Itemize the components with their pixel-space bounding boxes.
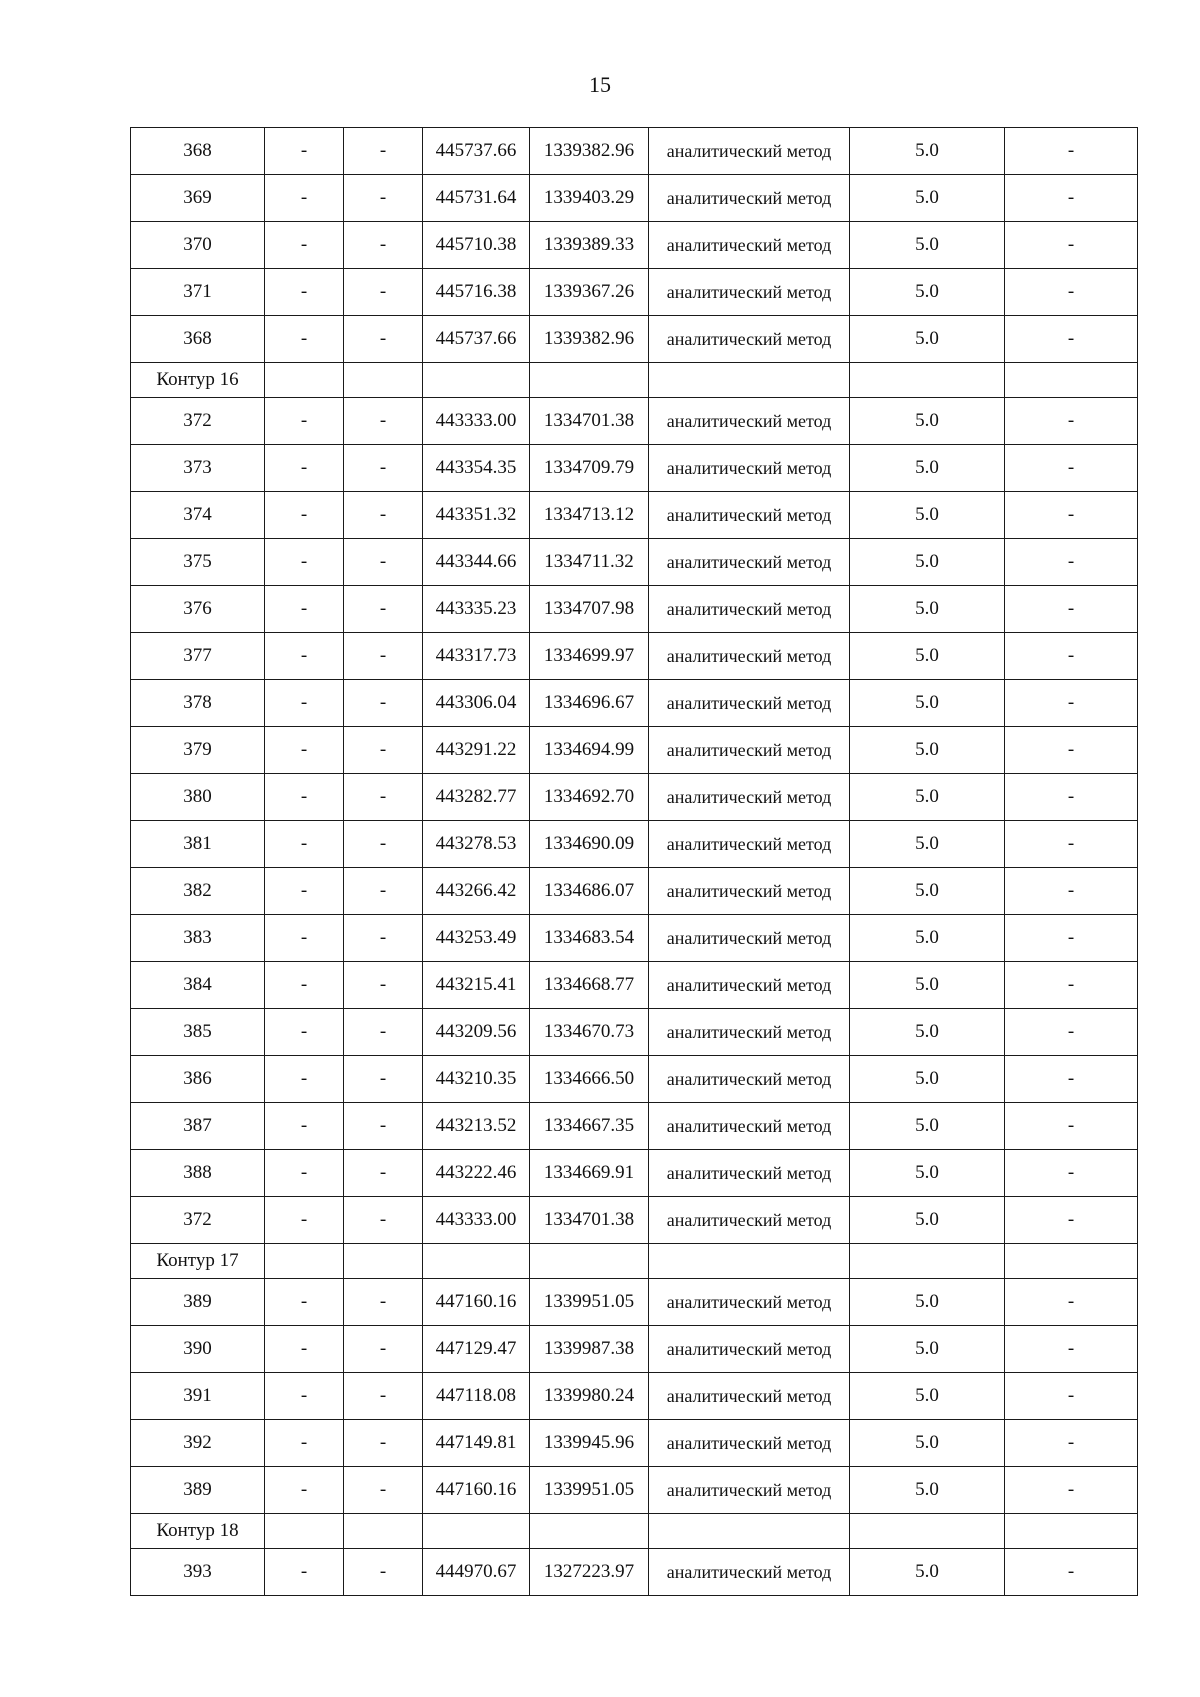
- table-row: [131, 1326, 1138, 1373]
- accuracy-cell: 5.0: [850, 128, 1005, 175]
- x-coordinate-cell: 445731.64: [423, 175, 530, 222]
- empty-cell: [344, 1244, 423, 1279]
- table-row: [131, 445, 1138, 492]
- empty-cell: [850, 1244, 1005, 1279]
- y-coordinate-cell: 1334709.79: [530, 445, 649, 492]
- point-number-cell: 389: [131, 1467, 265, 1514]
- col2-cell: -: [265, 1056, 344, 1103]
- col3-cell: -: [344, 1549, 423, 1596]
- col8-cell: -: [1005, 1373, 1138, 1420]
- contour-header-row: [131, 363, 1138, 398]
- x-coordinate-cell: 445710.38: [423, 222, 530, 269]
- accuracy-cell: 5.0: [850, 1009, 1005, 1056]
- x-coordinate-cell: 443354.35: [423, 445, 530, 492]
- point-number-cell: 387: [131, 1103, 265, 1150]
- col2-cell: -: [265, 269, 344, 316]
- method-cell: аналитический метод: [649, 128, 850, 175]
- method-cell: аналитический метод: [649, 1326, 850, 1373]
- method-cell: аналитический метод: [649, 821, 850, 868]
- method-cell: аналитический метод: [649, 1549, 850, 1596]
- table-row: [131, 727, 1138, 774]
- method-cell: аналитический метод: [649, 539, 850, 586]
- x-coordinate-cell: 443335.23: [423, 586, 530, 633]
- method-cell: аналитический метод: [649, 680, 850, 727]
- y-coordinate-cell: 1334713.12: [530, 492, 649, 539]
- x-coordinate-cell: 444970.67: [423, 1549, 530, 1596]
- col8-cell: -: [1005, 868, 1138, 915]
- col3-cell: -: [344, 1373, 423, 1420]
- col2-cell: -: [265, 539, 344, 586]
- table-row: [131, 175, 1138, 222]
- col2-cell: -: [265, 633, 344, 680]
- col8-cell: -: [1005, 1150, 1138, 1197]
- accuracy-cell: 5.0: [850, 1279, 1005, 1326]
- col8-cell: -: [1005, 1197, 1138, 1244]
- point-number-cell: 371: [131, 269, 265, 316]
- y-coordinate-cell: 1339980.24: [530, 1373, 649, 1420]
- empty-cell: [265, 363, 344, 398]
- col8-cell: -: [1005, 1467, 1138, 1514]
- method-cell: аналитический метод: [649, 868, 850, 915]
- x-coordinate-cell: 443213.52: [423, 1103, 530, 1150]
- point-number-cell: 391: [131, 1373, 265, 1420]
- empty-cell: [530, 1514, 649, 1549]
- col8-cell: -: [1005, 492, 1138, 539]
- col3-cell: -: [344, 492, 423, 539]
- accuracy-cell: 5.0: [850, 316, 1005, 363]
- method-cell: аналитический метод: [649, 398, 850, 445]
- point-number-cell: 368: [131, 128, 265, 175]
- x-coordinate-cell: 445737.66: [423, 316, 530, 363]
- col3-cell: -: [344, 586, 423, 633]
- method-cell: аналитический метод: [649, 1467, 850, 1514]
- method-cell: аналитический метод: [649, 316, 850, 363]
- point-number-cell: 384: [131, 962, 265, 1009]
- point-number-cell: 393: [131, 1549, 265, 1596]
- table-row: [131, 1150, 1138, 1197]
- method-cell: аналитический метод: [649, 1197, 850, 1244]
- x-coordinate-cell: 443344.66: [423, 539, 530, 586]
- col3-cell: -: [344, 1056, 423, 1103]
- y-coordinate-cell: 1327223.97: [530, 1549, 649, 1596]
- method-cell: аналитический метод: [649, 633, 850, 680]
- empty-cell: [530, 363, 649, 398]
- x-coordinate-cell: 443209.56: [423, 1009, 530, 1056]
- x-coordinate-cell: 443317.73: [423, 633, 530, 680]
- y-coordinate-cell: 1334666.50: [530, 1056, 649, 1103]
- accuracy-cell: 5.0: [850, 1373, 1005, 1420]
- empty-cell: [423, 1244, 530, 1279]
- x-coordinate-cell: 443222.46: [423, 1150, 530, 1197]
- y-coordinate-cell: 1339951.05: [530, 1467, 649, 1514]
- y-coordinate-cell: 1334668.77: [530, 962, 649, 1009]
- y-coordinate-cell: 1334686.07: [530, 868, 649, 915]
- empty-cell: [423, 363, 530, 398]
- col2-cell: -: [265, 398, 344, 445]
- y-coordinate-cell: 1339367.26: [530, 269, 649, 316]
- x-coordinate-cell: 443333.00: [423, 1197, 530, 1244]
- method-cell: аналитический метод: [649, 1150, 850, 1197]
- empty-cell: [1005, 1244, 1138, 1279]
- accuracy-cell: 5.0: [850, 821, 1005, 868]
- col8-cell: -: [1005, 175, 1138, 222]
- col3-cell: -: [344, 774, 423, 821]
- empty-cell: [850, 1514, 1005, 1549]
- accuracy-cell: 5.0: [850, 1103, 1005, 1150]
- col2-cell: -: [265, 492, 344, 539]
- y-coordinate-cell: 1334690.09: [530, 821, 649, 868]
- col2-cell: -: [265, 774, 344, 821]
- table-row: [131, 398, 1138, 445]
- y-coordinate-cell: 1334694.99: [530, 727, 649, 774]
- x-coordinate-cell: 447160.16: [423, 1279, 530, 1326]
- point-number-cell: 372: [131, 398, 265, 445]
- col2-cell: -: [265, 1549, 344, 1596]
- accuracy-cell: 5.0: [850, 539, 1005, 586]
- col2-cell: -: [265, 821, 344, 868]
- col2-cell: -: [265, 1279, 344, 1326]
- col8-cell: -: [1005, 1549, 1138, 1596]
- y-coordinate-cell: 1334669.91: [530, 1150, 649, 1197]
- col3-cell: -: [344, 821, 423, 868]
- point-number-cell: 378: [131, 680, 265, 727]
- point-number-cell: 373: [131, 445, 265, 492]
- method-cell: аналитический метод: [649, 445, 850, 492]
- table-row: [131, 1009, 1138, 1056]
- method-cell: аналитический метод: [649, 1373, 850, 1420]
- col8-cell: -: [1005, 128, 1138, 175]
- table-row: [131, 915, 1138, 962]
- method-cell: аналитический метод: [649, 586, 850, 633]
- contour-label: Контур 18: [131, 1514, 265, 1549]
- point-number-cell: 385: [131, 1009, 265, 1056]
- accuracy-cell: 5.0: [850, 1549, 1005, 1596]
- empty-cell: [649, 1514, 850, 1549]
- col3-cell: -: [344, 680, 423, 727]
- col2-cell: -: [265, 316, 344, 363]
- col3-cell: -: [344, 445, 423, 492]
- empty-cell: [344, 1514, 423, 1549]
- point-number-cell: 381: [131, 821, 265, 868]
- col8-cell: -: [1005, 1279, 1138, 1326]
- accuracy-cell: 5.0: [850, 1056, 1005, 1103]
- col2-cell: -: [265, 1150, 344, 1197]
- table-row: [131, 821, 1138, 868]
- col3-cell: -: [344, 1326, 423, 1373]
- method-cell: аналитический метод: [649, 492, 850, 539]
- x-coordinate-cell: 443266.42: [423, 868, 530, 915]
- col2-cell: -: [265, 868, 344, 915]
- table-row: [131, 868, 1138, 915]
- col8-cell: -: [1005, 269, 1138, 316]
- point-number-cell: 379: [131, 727, 265, 774]
- col3-cell: -: [344, 398, 423, 445]
- table-row: [131, 680, 1138, 727]
- accuracy-cell: 5.0: [850, 445, 1005, 492]
- col2-cell: -: [265, 727, 344, 774]
- x-coordinate-cell: 443282.77: [423, 774, 530, 821]
- y-coordinate-cell: 1339403.29: [530, 175, 649, 222]
- point-number-cell: 380: [131, 774, 265, 821]
- contour-header-row: [131, 1514, 1138, 1549]
- y-coordinate-cell: 1339951.05: [530, 1279, 649, 1326]
- col3-cell: -: [344, 539, 423, 586]
- col2-cell: -: [265, 1326, 344, 1373]
- col3-cell: -: [344, 1467, 423, 1514]
- table-row: [131, 1056, 1138, 1103]
- accuracy-cell: 5.0: [850, 586, 1005, 633]
- table-row: [131, 128, 1138, 175]
- col8-cell: -: [1005, 445, 1138, 492]
- y-coordinate-cell: 1334692.70: [530, 774, 649, 821]
- method-cell: аналитический метод: [649, 1279, 850, 1326]
- col8-cell: -: [1005, 222, 1138, 269]
- col2-cell: -: [265, 1420, 344, 1467]
- table-row: [131, 1279, 1138, 1326]
- table-row: [131, 962, 1138, 1009]
- table-row: [131, 1467, 1138, 1514]
- col8-cell: -: [1005, 1420, 1138, 1467]
- x-coordinate-cell: 447129.47: [423, 1326, 530, 1373]
- point-number-cell: 382: [131, 868, 265, 915]
- y-coordinate-cell: 1334696.67: [530, 680, 649, 727]
- point-number-cell: 389: [131, 1279, 265, 1326]
- accuracy-cell: 5.0: [850, 727, 1005, 774]
- col3-cell: -: [344, 962, 423, 1009]
- y-coordinate-cell: 1334707.98: [530, 586, 649, 633]
- accuracy-cell: 5.0: [850, 962, 1005, 1009]
- col3-cell: -: [344, 1009, 423, 1056]
- contour-header-row: [131, 1244, 1138, 1279]
- point-number-cell: 374: [131, 492, 265, 539]
- table-row: [131, 492, 1138, 539]
- contour-label: Контур 17: [131, 1244, 265, 1279]
- col2-cell: -: [265, 586, 344, 633]
- y-coordinate-cell: 1334667.35: [530, 1103, 649, 1150]
- table-row: [131, 316, 1138, 363]
- col3-cell: -: [344, 1150, 423, 1197]
- point-number-cell: 388: [131, 1150, 265, 1197]
- accuracy-cell: 5.0: [850, 1326, 1005, 1373]
- col3-cell: -: [344, 915, 423, 962]
- y-coordinate-cell: 1334711.32: [530, 539, 649, 586]
- empty-cell: [850, 363, 1005, 398]
- y-coordinate-cell: 1334683.54: [530, 915, 649, 962]
- method-cell: аналитический метод: [649, 1009, 850, 1056]
- table-row: [131, 586, 1138, 633]
- col2-cell: -: [265, 962, 344, 1009]
- empty-cell: [1005, 363, 1138, 398]
- col3-cell: -: [344, 868, 423, 915]
- method-cell: аналитический метод: [649, 962, 850, 1009]
- method-cell: аналитический метод: [649, 1420, 850, 1467]
- method-cell: аналитический метод: [649, 269, 850, 316]
- col8-cell: -: [1005, 1056, 1138, 1103]
- table-body: [131, 128, 1138, 1596]
- accuracy-cell: 5.0: [850, 915, 1005, 962]
- col2-cell: -: [265, 1009, 344, 1056]
- col2-cell: -: [265, 222, 344, 269]
- x-coordinate-cell: 447160.16: [423, 1467, 530, 1514]
- table-row: [131, 774, 1138, 821]
- x-coordinate-cell: 447149.81: [423, 1420, 530, 1467]
- x-coordinate-cell: 443306.04: [423, 680, 530, 727]
- col2-cell: -: [265, 1197, 344, 1244]
- col8-cell: -: [1005, 774, 1138, 821]
- empty-cell: [1005, 1514, 1138, 1549]
- page-number: 15: [589, 72, 611, 97]
- accuracy-cell: 5.0: [850, 222, 1005, 269]
- accuracy-cell: 5.0: [850, 868, 1005, 915]
- point-number-cell: 370: [131, 222, 265, 269]
- col8-cell: -: [1005, 821, 1138, 868]
- method-cell: аналитический метод: [649, 222, 850, 269]
- point-number-cell: 369: [131, 175, 265, 222]
- col2-cell: -: [265, 128, 344, 175]
- method-cell: аналитический метод: [649, 915, 850, 962]
- method-cell: аналитический метод: [649, 774, 850, 821]
- empty-cell: [649, 1244, 850, 1279]
- empty-cell: [265, 1514, 344, 1549]
- table-row: [131, 1373, 1138, 1420]
- table-row: [131, 269, 1138, 316]
- table-row: [131, 1197, 1138, 1244]
- y-coordinate-cell: 1334699.97: [530, 633, 649, 680]
- table-row: [131, 1549, 1138, 1596]
- point-number-cell: 390: [131, 1326, 265, 1373]
- x-coordinate-cell: 445737.66: [423, 128, 530, 175]
- col8-cell: -: [1005, 633, 1138, 680]
- col8-cell: -: [1005, 680, 1138, 727]
- y-coordinate-cell: 1339389.33: [530, 222, 649, 269]
- col8-cell: -: [1005, 586, 1138, 633]
- col3-cell: -: [344, 222, 423, 269]
- point-number-cell: 377: [131, 633, 265, 680]
- accuracy-cell: 5.0: [850, 398, 1005, 445]
- method-cell: аналитический метод: [649, 175, 850, 222]
- col2-cell: -: [265, 175, 344, 222]
- y-coordinate-cell: 1339987.38: [530, 1326, 649, 1373]
- col3-cell: -: [344, 1197, 423, 1244]
- accuracy-cell: 5.0: [850, 633, 1005, 680]
- y-coordinate-cell: 1339382.96: [530, 128, 649, 175]
- x-coordinate-cell: 443351.32: [423, 492, 530, 539]
- col3-cell: -: [344, 727, 423, 774]
- col2-cell: -: [265, 680, 344, 727]
- col2-cell: -: [265, 1103, 344, 1150]
- accuracy-cell: 5.0: [850, 1420, 1005, 1467]
- x-coordinate-cell: 443333.00: [423, 398, 530, 445]
- accuracy-cell: 5.0: [850, 1150, 1005, 1197]
- col3-cell: -: [344, 1420, 423, 1467]
- accuracy-cell: 5.0: [850, 269, 1005, 316]
- table-row: [131, 222, 1138, 269]
- col3-cell: -: [344, 1103, 423, 1150]
- table-row: [131, 539, 1138, 586]
- x-coordinate-cell: 443210.35: [423, 1056, 530, 1103]
- accuracy-cell: 5.0: [850, 774, 1005, 821]
- col3-cell: -: [344, 269, 423, 316]
- method-cell: аналитический метод: [649, 727, 850, 774]
- col8-cell: -: [1005, 1009, 1138, 1056]
- x-coordinate-cell: 445716.38: [423, 269, 530, 316]
- col8-cell: -: [1005, 915, 1138, 962]
- point-number-cell: 375: [131, 539, 265, 586]
- point-number-cell: 368: [131, 316, 265, 363]
- col8-cell: -: [1005, 727, 1138, 774]
- col2-cell: -: [265, 1373, 344, 1420]
- method-cell: аналитический метод: [649, 1103, 850, 1150]
- col2-cell: -: [265, 915, 344, 962]
- col8-cell: -: [1005, 1103, 1138, 1150]
- col3-cell: -: [344, 316, 423, 363]
- col8-cell: -: [1005, 316, 1138, 363]
- col8-cell: -: [1005, 962, 1138, 1009]
- accuracy-cell: 5.0: [850, 1467, 1005, 1514]
- x-coordinate-cell: 443253.49: [423, 915, 530, 962]
- point-number-cell: 392: [131, 1420, 265, 1467]
- point-number-cell: 383: [131, 915, 265, 962]
- point-number-cell: 386: [131, 1056, 265, 1103]
- col8-cell: -: [1005, 1326, 1138, 1373]
- col3-cell: -: [344, 1279, 423, 1326]
- point-number-cell: 376: [131, 586, 265, 633]
- empty-cell: [344, 363, 423, 398]
- col2-cell: -: [265, 1467, 344, 1514]
- empty-cell: [530, 1244, 649, 1279]
- accuracy-cell: 5.0: [850, 175, 1005, 222]
- point-number-cell: 372: [131, 1197, 265, 1244]
- col3-cell: -: [344, 633, 423, 680]
- coordinates-table: [130, 127, 1138, 1596]
- col3-cell: -: [344, 175, 423, 222]
- accuracy-cell: 5.0: [850, 492, 1005, 539]
- method-cell: аналитический метод: [649, 1056, 850, 1103]
- x-coordinate-cell: 447118.08: [423, 1373, 530, 1420]
- empty-cell: [265, 1244, 344, 1279]
- empty-cell: [423, 1514, 530, 1549]
- x-coordinate-cell: 443215.41: [423, 962, 530, 1009]
- col8-cell: -: [1005, 398, 1138, 445]
- empty-cell: [649, 363, 850, 398]
- y-coordinate-cell: 1334670.73: [530, 1009, 649, 1056]
- x-coordinate-cell: 443278.53: [423, 821, 530, 868]
- accuracy-cell: 5.0: [850, 1197, 1005, 1244]
- col8-cell: -: [1005, 539, 1138, 586]
- contour-label: Контур 16: [131, 363, 265, 398]
- table-row: [131, 1420, 1138, 1467]
- accuracy-cell: 5.0: [850, 680, 1005, 727]
- table-row: [131, 633, 1138, 680]
- y-coordinate-cell: 1339382.96: [530, 316, 649, 363]
- col3-cell: -: [344, 128, 423, 175]
- table-row: [131, 1103, 1138, 1150]
- y-coordinate-cell: 1334701.38: [530, 398, 649, 445]
- col2-cell: -: [265, 445, 344, 492]
- y-coordinate-cell: 1334701.38: [530, 1197, 649, 1244]
- y-coordinate-cell: 1339945.96: [530, 1420, 649, 1467]
- x-coordinate-cell: 443291.22: [423, 727, 530, 774]
